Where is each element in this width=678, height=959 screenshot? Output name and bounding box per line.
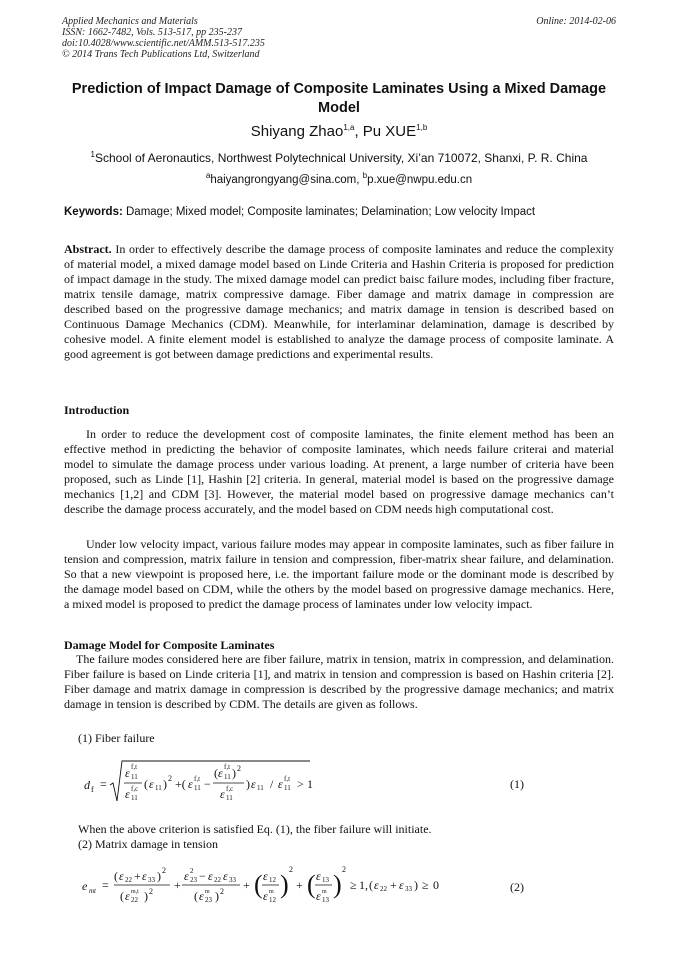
svg-text:f,c: f,c — [226, 785, 234, 793]
svg-text:+: + — [174, 878, 181, 892]
svg-text:13: 13 — [322, 896, 329, 904]
svg-text:33: 33 — [148, 876, 155, 884]
svg-text:): ) — [144, 889, 148, 903]
svg-text:≥: ≥ — [422, 878, 429, 892]
svg-text:22: 22 — [214, 876, 221, 884]
svg-text:m: m — [205, 889, 210, 895]
matrix-tension-item: (2) Matrix damage in tension — [78, 837, 218, 851]
emails — [0, 171, 678, 186]
author-1-sup: 1,a — [343, 123, 355, 132]
svg-text:m: m — [269, 889, 274, 895]
equation-2-number: (2) — [510, 880, 524, 894]
author-2: Pu XUE — [362, 123, 417, 140]
svg-text:ε: ε — [374, 878, 379, 892]
svg-text:22: 22 — [131, 896, 138, 904]
email-separator: , — [356, 173, 363, 186]
fiber-failure-item: (1) Fiber failure — [78, 731, 155, 745]
paper-title: Prediction of Impact Damage of Composite Laminates Using a Mixed Damage Model — [71, 81, 607, 116]
svg-text:f,t: f,t — [284, 775, 291, 783]
svg-text:=: = — [102, 878, 109, 892]
svg-text:>: > — [297, 777, 304, 791]
svg-text:12: 12 — [269, 896, 276, 904]
svg-text:1,: 1, — [359, 878, 368, 892]
svg-text:ε: ε — [223, 869, 228, 883]
svg-text:(: ( — [254, 870, 263, 899]
svg-text:mt: mt — [89, 887, 96, 895]
author-separator: , — [354, 123, 363, 140]
online-date: Online: 2014-02-06 — [536, 16, 616, 27]
svg-text:): ) — [163, 777, 167, 791]
svg-text:11: 11 — [194, 784, 201, 792]
svg-text:m,t: m,t — [131, 889, 139, 895]
svg-text:(: ( — [214, 766, 218, 780]
svg-text:f,t: f,t — [194, 775, 201, 783]
authors — [0, 123, 678, 140]
copyright-line: © 2014 Trans Tech Publications Ltd, Switzerland — [62, 49, 260, 60]
svg-text:2: 2 — [168, 774, 172, 783]
svg-text:ε: ε — [278, 777, 283, 791]
svg-text:/: / — [270, 777, 274, 791]
fiber-failure-note: When the above criterion is satisfied Eq. (1), the fiber failure will initiate. — [78, 822, 432, 836]
svg-text:2: 2 — [342, 865, 346, 874]
svg-text:): ) — [280, 870, 289, 899]
damage-model-paragraph: The failure modes considered here are fiber failure, matrix in tension, matrix in compression, and delamination. Fiber failure is based on Linde criteria [1], and matrix in tension and compression is based on Hashin criteria [2]. Fiber damage and matrix damage in compression is described by the progressive damage mechanics; and matrix damage in tension is described by CDM. The details are given as follows. — [64, 652, 614, 711]
svg-text:ε: ε — [188, 777, 193, 791]
damage-model-heading: Damage Model for Composite Laminates — [64, 638, 275, 652]
svg-text:): ) — [246, 777, 250, 791]
svg-text:1: 1 — [307, 777, 313, 791]
svg-text:ε: ε — [316, 889, 321, 903]
svg-text:ε: ε — [199, 889, 204, 903]
issn-line: ISSN: 1662-7482, Vols. 513-517, pp 235-237 — [62, 27, 242, 38]
keywords — [64, 206, 624, 218]
email-b-sup: b — [362, 171, 368, 180]
svg-text:11: 11 — [155, 784, 162, 792]
svg-text:+(: +( — [175, 777, 186, 791]
doi-line: doi:10.4028/www.scientific.net/AMM.513-517.235 — [62, 38, 265, 49]
svg-text:f,t: f,t — [131, 763, 138, 771]
svg-text:+: + — [390, 878, 397, 892]
svg-text:(: ( — [114, 869, 118, 883]
svg-text:−: − — [204, 777, 211, 791]
svg-text:ε: ε — [119, 869, 124, 883]
svg-text:≥: ≥ — [350, 878, 357, 892]
svg-text:ε: ε — [125, 889, 130, 903]
svg-text:ε: ε — [142, 869, 147, 883]
introduction-heading: Introduction — [64, 403, 130, 417]
svg-text:2: 2 — [162, 866, 166, 875]
keywords-label: Keywords: — [64, 206, 123, 218]
svg-text:=: = — [100, 777, 107, 791]
svg-text:11: 11 — [284, 784, 291, 792]
abstract-label: Abstract. — [64, 242, 112, 256]
svg-text:0: 0 — [433, 878, 439, 892]
equation-1 — [82, 757, 412, 809]
svg-text:ε: ε — [125, 766, 130, 780]
svg-text:e: e — [82, 879, 88, 893]
svg-text:23: 23 — [190, 876, 197, 884]
introduction-paragraph-2: Under low velocity impact, various failure modes may appear in composite laminates, such as fiber failure in tension and compression, matrix failure in tension and compression, fiber-matrix shear failure, and delamination. So that a new viewpoint is proposed here, i.e. the important failure mode or the dominant mode is described by the damage model based on CDM, while the others by the model based on progressive damage mechanics. Here, a mixed model is proposed to predict the damage process of laminates under low velocity impact. — [64, 537, 614, 611]
svg-text:12: 12 — [269, 876, 276, 884]
author-1: Shiyang Zhao — [250, 123, 344, 140]
svg-text:22: 22 — [380, 885, 387, 893]
author-2-sup: 1,b — [416, 123, 428, 132]
svg-text:13: 13 — [322, 876, 329, 884]
equation-2 — [82, 862, 482, 912]
svg-text:ε: ε — [263, 869, 268, 883]
svg-text:11: 11 — [257, 784, 264, 792]
svg-text:ε: ε — [125, 787, 130, 801]
svg-text:ε: ε — [316, 869, 321, 883]
svg-text:2: 2 — [220, 887, 224, 896]
svg-text:ε: ε — [149, 777, 154, 791]
equation-1-number: (1) — [510, 777, 524, 791]
svg-text:11: 11 — [224, 773, 231, 781]
svg-text:): ) — [414, 878, 418, 892]
svg-text:11: 11 — [226, 794, 233, 802]
svg-text:): ) — [232, 766, 236, 780]
svg-text:33: 33 — [405, 885, 412, 893]
svg-text:ε: ε — [220, 787, 225, 801]
svg-text:f,c: f,c — [131, 785, 139, 793]
affiliation-sup: 1 — [90, 150, 95, 159]
svg-text:33: 33 — [229, 876, 236, 884]
svg-text:22: 22 — [125, 876, 132, 884]
svg-text:ε: ε — [218, 766, 223, 780]
svg-text:ε: ε — [251, 777, 256, 791]
svg-text:(: ( — [307, 870, 316, 899]
email-a-sup: a — [205, 171, 211, 180]
svg-text:f: f — [91, 785, 94, 794]
svg-text:(: ( — [144, 777, 148, 791]
svg-text:d: d — [84, 778, 90, 792]
svg-text:(: ( — [369, 878, 373, 892]
svg-text:11: 11 — [131, 794, 138, 802]
svg-text:ε: ε — [208, 869, 213, 883]
svg-text:23: 23 — [205, 896, 212, 904]
svg-text:ε: ε — [263, 889, 268, 903]
introduction-paragraph-1: In order to reduce the development cost of composite laminates, the finite element method has been an effective method in predicting the behavior of composite laminates, which needs failure criterai and material model to simulate the damage process under various loading. At prenent, a large number of criteria have been proposed, such as Linde [1], Hashin [2] criteria. In general, material model is based on the progressive damage mechanics [1,2] and CDM [3]. However, the material model based on progressive damage mechanics can’t describe the damage process accurately, and the model based on CDM needs high computational cost. — [64, 427, 614, 516]
email-b[interactable]: p.xue@nwpu.edu.cn — [367, 173, 473, 186]
svg-text:f,t: f,t — [224, 763, 231, 771]
affiliation — [0, 150, 678, 165]
keywords-text: Damage; Mixed model; Composite laminates; Delamination; Low velocity Impact — [122, 206, 536, 218]
svg-text:): ) — [215, 889, 219, 903]
svg-text:−: − — [199, 869, 206, 883]
svg-text:+: + — [243, 878, 250, 892]
svg-text:ε: ε — [399, 878, 404, 892]
email-a[interactable]: haiyangrongyang@sina.com — [210, 173, 357, 186]
svg-text:m: m — [322, 889, 327, 895]
svg-text:2: 2 — [237, 764, 241, 773]
svg-text:): ) — [333, 870, 342, 899]
abstract — [64, 242, 614, 362]
svg-text:2: 2 — [190, 867, 194, 875]
svg-text:+: + — [134, 869, 141, 883]
affiliation-text: School of Aeronautics, Northwest Polytechnical University, Xi’an 710072, Shanxi, P. R. China — [94, 151, 588, 165]
svg-text:): ) — [157, 869, 161, 883]
abstract-text: In order to effectively describe the damage process of composite laminates and reduce the complexity of material model, a mixed damage model based on Linde Criteria and Hashin Criteria is proposed for prediction of impact damage in the study. The mixed damage model can predict baisc failure modes, including fiber fracture, matrix tensile damage, matrix compressive damage. Fiber damage and matrix damage in compression are described based on the progressive damage mechanics; and matrix damage in tension is described based on Continuous Damage Mechanics (CDM). Meanwhile, for interlaminar delamination, damage is described by cohesive model. A finite element model is established to analyze the damage process of composite laminate. A good agreement is got between damage predictions and experimental results. — [64, 242, 614, 361]
svg-text:2: 2 — [149, 887, 153, 896]
journal-name: Applied Mechanics and Materials — [62, 16, 198, 27]
svg-text:(: ( — [194, 889, 198, 903]
svg-text:+: + — [296, 878, 303, 892]
svg-text:(: ( — [120, 889, 124, 903]
svg-text:11: 11 — [131, 773, 138, 781]
svg-text:ε: ε — [184, 869, 189, 883]
svg-text:2: 2 — [289, 865, 293, 874]
